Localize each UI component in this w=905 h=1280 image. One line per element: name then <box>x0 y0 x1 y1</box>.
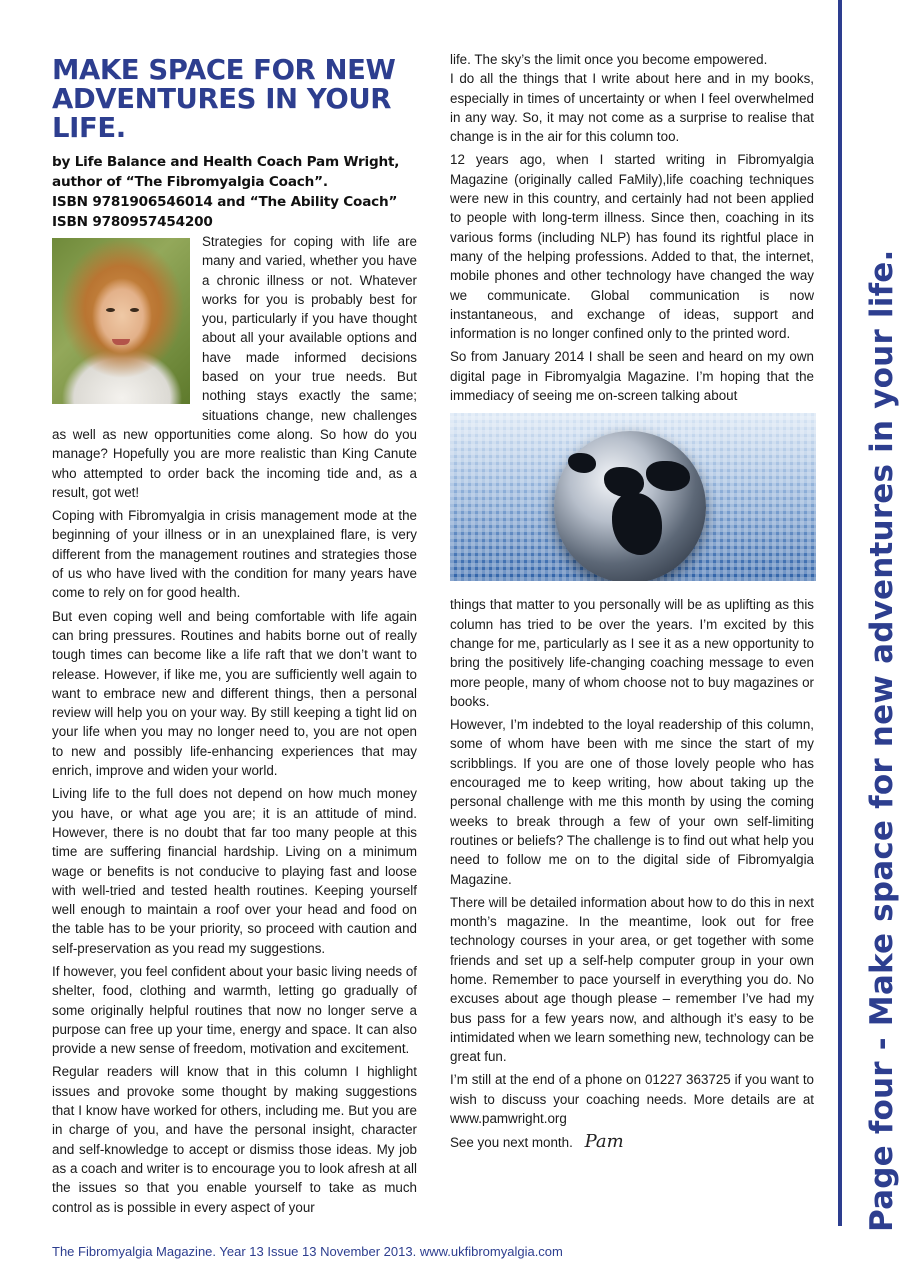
paragraph: Coping with Fibromyalgia in crisis management mode at the beginning of your illness or in an unexplained flare, is very different from the management routines and strategies those of us who have lived with the condition for many years have come to rely on for good health. <box>52 508 417 601</box>
paragraph: There will be detailed information about how to do this in next month’s magazine. In the meantime, look out for free technology courses in your area, or get together with some friends and set up a self-help computer group in your own home. Remember to pace yourself in everything you do. No excuses about age though please – remember I’ve had my bus pass for a few years now, and although it’s easy to be intimidated when we learn something new, technology can be great fun. <box>450 894 815 1065</box>
paragraph: I do all the things that I write about here and in my books, especially in times of uncertainty or when I feel overwhelmed in any way. So, it may not come as a surprise to realise that change is in the air for this column too. <box>450 71 814 145</box>
article-title <box>52 56 417 143</box>
byline-line: by Life Balance and Health Coach Pam Wright, <box>52 154 400 170</box>
globe-icon <box>554 431 706 581</box>
byline-line: ISBN 9781906546014 and “The Ability Coach” <box>52 194 398 210</box>
author-photo <box>52 238 190 404</box>
paragraph: Strategies for coping with life are many and varied, whether you have a chronic illness or not. Whatever works for you is probably best for you, particularly if you have thought about all your available options and have made informed decisions based on your true needs. But nothing stays exactly the same; situations change, new challenges as well as new opportunities come along. So how do you manage? Hopefully you are more realistic than King Canute who attempted to order back the incoming tide and, as a result, got wet! <box>52 234 417 500</box>
paragraph: I’m still at the end of a phone on 01227 363725 if you want to wish to discuss your coaching needs. More details are at www.pamwright.org <box>450 1072 814 1127</box>
right-column <box>450 50 814 1157</box>
title-line-1: MAKE SPACE FOR NEW <box>52 54 396 86</box>
right-body-bottom <box>450 595 814 1152</box>
closing-text: See you next month. <box>450 1135 573 1151</box>
paragraph: things that matter to you personally will be as uplifting as this column has tried to be over the years. I’m excited by this change for me, particularly as I see it as a new opportunity to bring the positively life-changing coaching message to even more people, many of whom choose not to buy magazines or books. <box>450 597 814 709</box>
side-rule <box>838 0 842 1226</box>
paragraph: Living life to the full does not depend on how much money you have, or what age you are; it is an attitude of mind. However, there is no doubt that far too many people at this time are suffering financial hardship. Living on a minimum wage or benefits is not conducive to playing fast and loose with well-tried and tested health routines. Keeping yourself well enough to maintain a roof over your head and food on the table has to be your priority, so proceed with caution and self-preservation as you read my suggestions. <box>52 786 417 956</box>
globe-land <box>646 461 690 491</box>
right-body-top <box>450 50 814 405</box>
paragraph: However, I’m indebted to the loyal readership of this column, some of whom have been with me since the start of my scribblings. If you are one of those lovely people who has encouraged me to keep writing, how about taking up the personal challenge with me this month by using the coming weeks to break through a few of your own self-limiting routines or beliefs? The challenge is to find out what help you need to follow me on to the digital side of Fibromyalgia Magazine. <box>450 717 814 887</box>
left-body <box>52 232 417 1217</box>
paragraph: Regular readers will know that in this column I highlight issues and provoke some thought by making suggestions that I know have worked for others, including me. But you are in charge of you, and have the personal insight, character and self-knowledge to accept or dismiss those ideas. My job as a coach and writer is to encourage you to look afresh at all the issues so that you enable yourself to take as much control as is possible in every aspect of your <box>52 1064 417 1215</box>
closing-line <box>450 1132 814 1152</box>
globe-image <box>450 413 816 581</box>
paragraph: life. The sky’s the limit once you become empowered. <box>450 52 768 67</box>
byline <box>52 152 417 232</box>
signature: Pam <box>584 1131 624 1153</box>
left-column <box>52 56 417 1221</box>
globe-land <box>568 453 596 473</box>
byline-line: ISBN 9780957454200 <box>52 214 213 230</box>
footer: The Fibromyalgia Magazine. Year 13 Issue 13 November 2013. www.ukfibromyalgia.com <box>52 1244 563 1259</box>
paragraph: 12 years ago, when I started writing in Fibromyalgia Magazine (originally called FaMily),life coaching techniques were new in this country, and certainly had not been applied to people with long-term illness. Since then, coaching in its various forms (including NLP) has found its rightful place in many of the helping professions. Added to that, the internet, mobile phones and other technology have changed the way we communicate. Global communication is now instantaneous, and exchange of ideas, support and information is no longer confined only to the printed word. <box>450 152 814 342</box>
globe-land <box>612 493 662 555</box>
paragraph: If however, you feel confident about your basic living needs of shelter, food, clothing and warmth, letting go gradually of some originally helpful routines that now no longer serve a purpose can free up your time, energy and space. It can also provide a new sense of freedom, motivation and excitement. <box>52 963 417 1057</box>
side-banner: Page four - Make space for new adventures in your life. <box>864 249 900 1232</box>
byline-line: author of “The Fibromyalgia Coach”. <box>52 174 328 190</box>
photo-mouth <box>112 339 130 345</box>
title-line-2: ADVENTURES IN YOUR LIFE. <box>52 83 392 144</box>
photo-eye <box>106 308 115 312</box>
photo-eye <box>130 308 139 312</box>
paragraph: So from January 2014 I shall be seen and heard on my own digital page in Fibromyalgia Magazine. I’m hoping that the immediacy of seeing me on-screen talking about <box>450 349 814 404</box>
paragraph: But even coping well and being comfortable with life again can bring pressures. Routines and habits borne out of really tough times can become like a life raft that we don’t want to release. However, if like me, you are sufficiently well again to want to embrace new and different things, then a personal review will help you on your way. By still keeping a tight lid on your life when you may no longer need to, you are not open to new and possibly life-enhancing experiences that may enrich, improve and widen your world. <box>52 608 417 779</box>
